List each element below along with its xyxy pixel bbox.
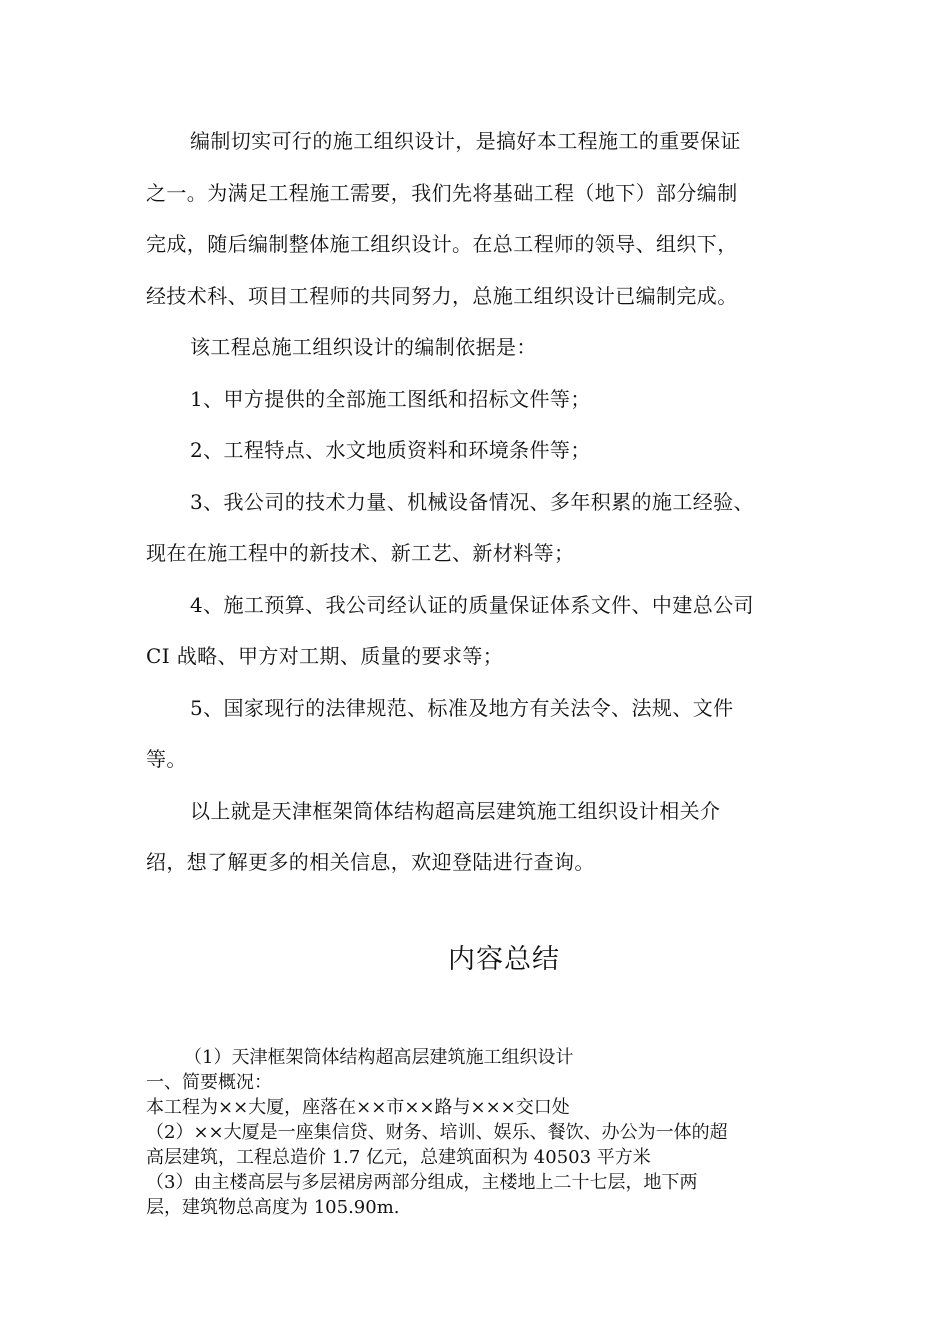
text-line: 3、我公司的技术力量、机械设备情况、多年积累的施工经验、 — [190, 489, 754, 514]
summary-line: 本工程为××大厦，座落在××市××路与×××交口处 — [146, 1097, 570, 1118]
list-item-2 — [146, 425, 808, 477]
list-item-3 — [146, 477, 808, 580]
paragraph-basis-heading — [146, 322, 808, 374]
summary-line: （1）天津框架筒体结构超高层建筑施工组织设计 — [184, 1047, 574, 1068]
text-line: 现在在施工程中的新技术、新工艺、新材料等； — [146, 541, 575, 565]
text-line: 5、国家现行的法律规范、标准及地方有关法令、法规、文件 — [190, 695, 734, 720]
summary-line: （3）由主楼高层与多层裙房两部分组成，主楼地上二十七层，地下两 — [146, 1172, 698, 1193]
paragraph-closing — [146, 786, 808, 889]
text-line: 4、施工预算、我公司经认证的质量保证体系文件、中建总公司 — [190, 592, 754, 617]
text-line: 之一。为满足工程施工需要，我们先将基础工程（地下）部分编制 — [146, 180, 738, 205]
text-line: CI 战略、甲方对工期、质量的要求等； — [146, 644, 504, 668]
text-line: 完成，随后编制整体施工组织设计。在总工程师的领导、组织下， — [146, 232, 738, 256]
summary-line: 层，建筑物总高度为 105.90m. — [146, 1197, 400, 1218]
summary-block — [146, 1045, 816, 1220]
body-text — [146, 116, 808, 889]
list-item-1 — [146, 374, 808, 426]
summary-line: （2）××大厦是一座集信贷、财务、培训、娱乐、餐饮、办公为一体的超 — [146, 1122, 728, 1143]
summary-line: 高层建筑，工程总造价 1.7 亿元，总建筑面积为 40503 平方米 — [146, 1147, 651, 1168]
paragraph-intro — [146, 116, 808, 322]
text-line: 等。 — [146, 747, 187, 771]
text-line: 2、工程特点、水文地质资料和环境条件等； — [190, 438, 591, 462]
list-item-4 — [146, 580, 808, 683]
text-line: 以上就是天津框架筒体结构超高层建筑施工组织设计相关介 — [190, 798, 721, 823]
summary-line: 一、简要概况： — [146, 1072, 272, 1093]
text-line: 经技术科、项目工程师的共同努力，总施工组织设计已编制完成。 — [146, 283, 738, 308]
text-line: 1、甲方提供的全部施工图纸和招标文件等； — [190, 386, 591, 411]
list-item-5 — [146, 683, 808, 786]
text-line: 该工程总施工组织设计的编制依据是： — [190, 335, 537, 359]
text-line: 绍，想了解更多的相关信息，欢迎登陆进行查询。 — [146, 850, 595, 874]
text-line: 编制切实可行的施工组织设计，是搞好本工程施工的重要保证 — [190, 129, 741, 153]
summary-title: 内容总结 — [448, 944, 560, 975]
